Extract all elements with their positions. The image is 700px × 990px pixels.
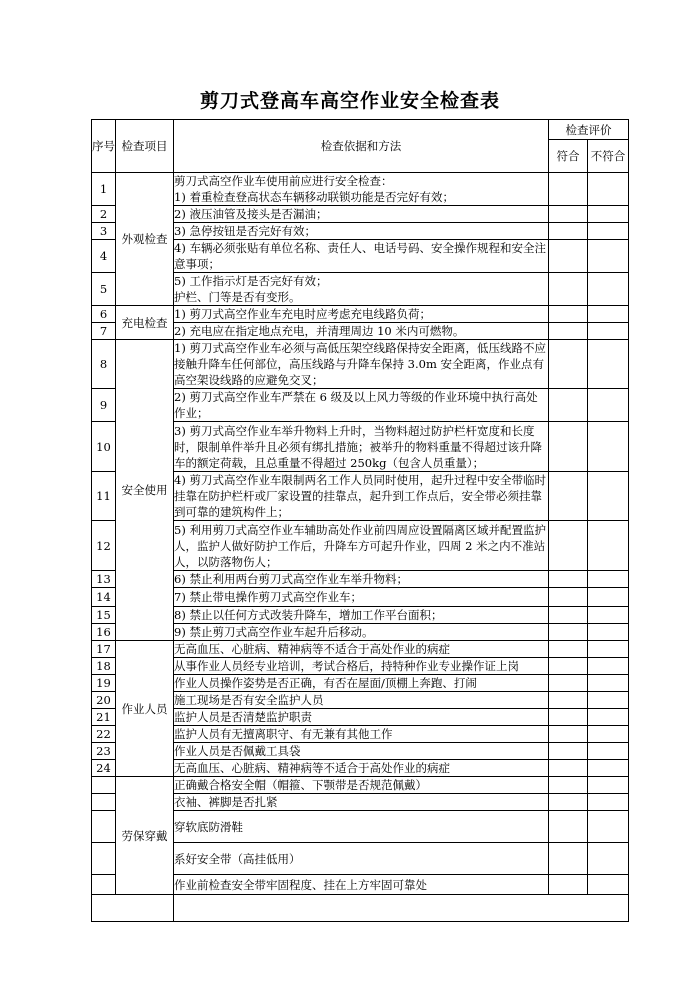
pass-cell[interactable] xyxy=(549,709,588,726)
row-number: 9 xyxy=(92,389,116,422)
pass-cell[interactable] xyxy=(549,422,588,472)
check-item-text: 9) 禁止剪刀式高空作业车起升后移动。 xyxy=(174,624,549,641)
check-item-text: 穿软底防滑鞋 xyxy=(174,811,549,843)
check-item-text: 3) 急停按钮是否完好有效； xyxy=(174,223,549,240)
header-seq: 序号 xyxy=(92,120,116,173)
row-number: 23 xyxy=(92,743,116,760)
header-fail: 不符合 xyxy=(588,140,629,173)
category-safety: 安全使用 xyxy=(116,340,174,641)
pass-cell[interactable] xyxy=(549,777,588,794)
footer-left-cell xyxy=(92,895,174,922)
row-number: 1 xyxy=(92,173,116,206)
row-number: 6 xyxy=(92,306,116,323)
check-item-text: 无高血压、心脏病、精神病等不适合于高处作业的病症 xyxy=(174,760,549,777)
check-item-text: 作业前检查安全带牢固程度、挂在上方牢固可靠处 xyxy=(174,875,549,895)
pass-cell[interactable] xyxy=(549,875,588,895)
row-number: 16 xyxy=(92,624,116,641)
row-number: 10 xyxy=(92,422,116,472)
check-item-text: 3) 剪刀式高空作业车举升物料上升时，当物料超过防护栏杆宽度和长度时，限制单件举升且必须有绑扎措施；被举升的物料重量不得超过该升降车的额定荷载，且总重量不得超过 250kg（包含人员重量）； xyxy=(174,422,549,472)
check-item-text: 4) 剪刀式高空作业车限制两名工作人员同时使用，起升过程中安全带临时挂靠在防护栏杆或厂家设置的挂靠点，起升到工作点后，安全带必须挂靠到可靠的建筑构件上； xyxy=(174,472,549,521)
check-item-text: 2) 充电应在指定地点充电，并清理周边 10 米内可燃物。 xyxy=(174,323,549,340)
pass-cell[interactable] xyxy=(549,223,588,240)
fail-cell[interactable] xyxy=(588,323,629,340)
pass-cell[interactable] xyxy=(549,641,588,658)
footer-row xyxy=(92,895,629,922)
fail-cell[interactable] xyxy=(588,658,629,675)
row-number: 13 xyxy=(92,571,116,588)
fail-cell[interactable] xyxy=(588,472,629,521)
category-appearance: 外观检查 xyxy=(116,173,174,306)
row-number: 17 xyxy=(92,641,116,658)
row-number: 12 xyxy=(92,521,116,571)
row-number xyxy=(92,794,116,811)
fail-cell[interactable] xyxy=(588,571,629,588)
pass-cell[interactable] xyxy=(549,607,588,624)
row-number: 11 xyxy=(92,472,116,521)
pass-cell[interactable] xyxy=(549,340,588,389)
header-pass: 符合 xyxy=(549,140,588,173)
check-item-text: 监护人员有无擅离职守、有无兼有其他工作 xyxy=(174,726,549,743)
row-number: 15 xyxy=(92,607,116,624)
fail-cell[interactable] xyxy=(588,726,629,743)
check-item-text: 无高血压、心脏病、精神病等不适合于高处作业的病症 xyxy=(174,641,549,658)
check-item-text: 1) 剪刀式高空作业车必须与高低压架空线路保持安全距离，低压线路不应接触升降车任何部位，高压线路与升降车保持 3.0m 安全距离，作业点有高空架设线路的应避免交叉； xyxy=(174,340,549,389)
table-row xyxy=(92,173,629,206)
category-personnel: 作业人员 xyxy=(116,641,174,777)
row-number xyxy=(92,875,116,895)
check-item-text: 2) 剪刀式高空作业车严禁在 6 级及以上风力等级的作业环境中执行高处作业； xyxy=(174,389,549,422)
row-number: 24 xyxy=(92,760,116,777)
row-number: 5 xyxy=(92,273,116,306)
check-item-text: 8) 禁止以任何方式改装升降车，增加工作平台面积； xyxy=(174,607,549,624)
row-number: 21 xyxy=(92,709,116,726)
table-row xyxy=(92,306,629,323)
fail-cell[interactable] xyxy=(588,843,629,875)
pass-cell[interactable] xyxy=(549,521,588,571)
check-item-text: 4) 车辆必须张贴有单位名称、责任人、电话号码、安全操作规程和安全注意事项； xyxy=(174,240,549,273)
pass-cell[interactable] xyxy=(549,306,588,323)
row-number: 14 xyxy=(92,588,116,607)
pass-cell[interactable] xyxy=(549,273,588,306)
row-number xyxy=(92,777,116,794)
pass-cell[interactable] xyxy=(549,692,588,709)
category-ppe: 劳保穿戴 xyxy=(116,777,174,895)
fail-cell[interactable] xyxy=(588,777,629,794)
check-item-text: 1) 剪刀式高空作业车充电时应考虑充电线路负荷； xyxy=(174,306,549,323)
header-eval: 检查评价 xyxy=(549,120,629,140)
pass-cell[interactable] xyxy=(549,240,588,273)
fail-cell[interactable] xyxy=(588,641,629,658)
row-number: 8 xyxy=(92,340,116,389)
check-item-text: 7) 禁止带电操作剪刀式高空作业车； xyxy=(174,588,549,607)
row-number xyxy=(92,811,116,843)
fail-cell[interactable] xyxy=(588,588,629,607)
fail-cell[interactable] xyxy=(588,794,629,811)
fail-cell[interactable] xyxy=(588,875,629,895)
fail-cell[interactable] xyxy=(588,206,629,223)
pass-cell[interactable] xyxy=(549,811,588,843)
check-item-text: 5) 利用剪刀式高空作业车辅助高处作业前四周应设置隔离区域并配置监护人，监护人做好防护工作后，升降车方可起升作业，四周 2 米之内不准站人，以防落物伤人； xyxy=(174,521,549,571)
table-row xyxy=(92,340,629,389)
row-number: 20 xyxy=(92,692,116,709)
category-charging: 充电检查 xyxy=(116,306,174,340)
row-number: 18 xyxy=(92,658,116,675)
check-item-text: 作业人员操作姿势是否正确，有否在屋面/顶棚上奔跑、打闹 xyxy=(174,675,549,692)
table-row xyxy=(92,641,629,658)
pass-cell[interactable] xyxy=(549,760,588,777)
check-item-text: 作业人员是否佩戴工具袋 xyxy=(174,743,549,760)
check-item-text: 6) 禁止利用两台剪刀式高空作业车举升物料； xyxy=(174,571,549,588)
row-number: 22 xyxy=(92,726,116,743)
pass-cell[interactable] xyxy=(549,206,588,223)
fail-cell[interactable] xyxy=(588,223,629,240)
pass-cell[interactable] xyxy=(549,675,588,692)
row-number xyxy=(92,843,116,875)
pass-cell[interactable] xyxy=(549,389,588,422)
fail-cell[interactable] xyxy=(588,675,629,692)
inspection-table xyxy=(91,119,629,922)
pass-cell[interactable] xyxy=(549,658,588,675)
fail-cell[interactable] xyxy=(588,422,629,472)
fail-cell[interactable] xyxy=(588,389,629,422)
check-item-text: 衣袖、裤脚是否扎紧 xyxy=(174,794,549,811)
fail-cell[interactable] xyxy=(588,607,629,624)
fail-cell[interactable] xyxy=(588,760,629,777)
check-item-text: 2) 液压油管及接头是否漏油； xyxy=(174,206,549,223)
pass-cell[interactable] xyxy=(549,843,588,875)
table-row xyxy=(92,777,629,794)
row-number: 4 xyxy=(92,240,116,273)
fail-cell[interactable] xyxy=(588,306,629,323)
pass-cell[interactable] xyxy=(549,323,588,340)
fail-cell[interactable] xyxy=(588,173,629,206)
fail-cell[interactable] xyxy=(588,340,629,389)
pass-cell[interactable] xyxy=(549,472,588,521)
check-item-text: 正确戴合格安全帽（帽箍、下颚带是否规范佩戴） xyxy=(174,777,549,794)
check-item-text: 5) 工作指示灯是否完好有效； 护栏、门等是否有变形。 xyxy=(174,273,549,306)
row-number: 3 xyxy=(92,223,116,240)
pass-cell[interactable] xyxy=(549,571,588,588)
pass-cell[interactable] xyxy=(549,624,588,641)
footer-right-cell[interactable] xyxy=(174,895,629,922)
row-number: 7 xyxy=(92,323,116,340)
check-item-text: 系好安全带（高挂低用） xyxy=(174,843,549,875)
row-number: 19 xyxy=(92,675,116,692)
fail-cell[interactable] xyxy=(588,624,629,641)
fail-cell[interactable] xyxy=(588,240,629,273)
fail-cell[interactable] xyxy=(588,709,629,726)
check-item-text: 施工现场是否有安全监护人员 xyxy=(174,692,549,709)
fail-cell[interactable] xyxy=(588,692,629,709)
header-basis: 检查依据和方法 xyxy=(174,120,549,173)
check-item-text: 剪刀式高空作业车使用前应进行安全检查： 1) 着重检查登高状态车辆移动联锁功能是否完好有效； xyxy=(174,173,549,206)
page-title: 剪刀式登高车高空作业安全检查表 xyxy=(199,90,500,112)
fail-cell[interactable] xyxy=(588,743,629,760)
pass-cell[interactable] xyxy=(549,588,588,607)
fail-cell[interactable] xyxy=(588,273,629,306)
header-item: 检查项目 xyxy=(116,120,174,173)
check-item-text: 监护人员是否清楚监护职责 xyxy=(174,709,549,726)
pass-cell[interactable] xyxy=(549,726,588,743)
header-row xyxy=(92,120,629,140)
pass-cell[interactable] xyxy=(549,794,588,811)
fail-cell[interactable] xyxy=(588,811,629,843)
pass-cell[interactable] xyxy=(549,173,588,206)
fail-cell[interactable] xyxy=(588,521,629,571)
pass-cell[interactable] xyxy=(549,743,588,760)
row-number: 2 xyxy=(92,206,116,223)
check-item-text: 从事作业人员经专业培训，考试合格后，持特种作业专业操作证上岗 xyxy=(174,658,549,675)
